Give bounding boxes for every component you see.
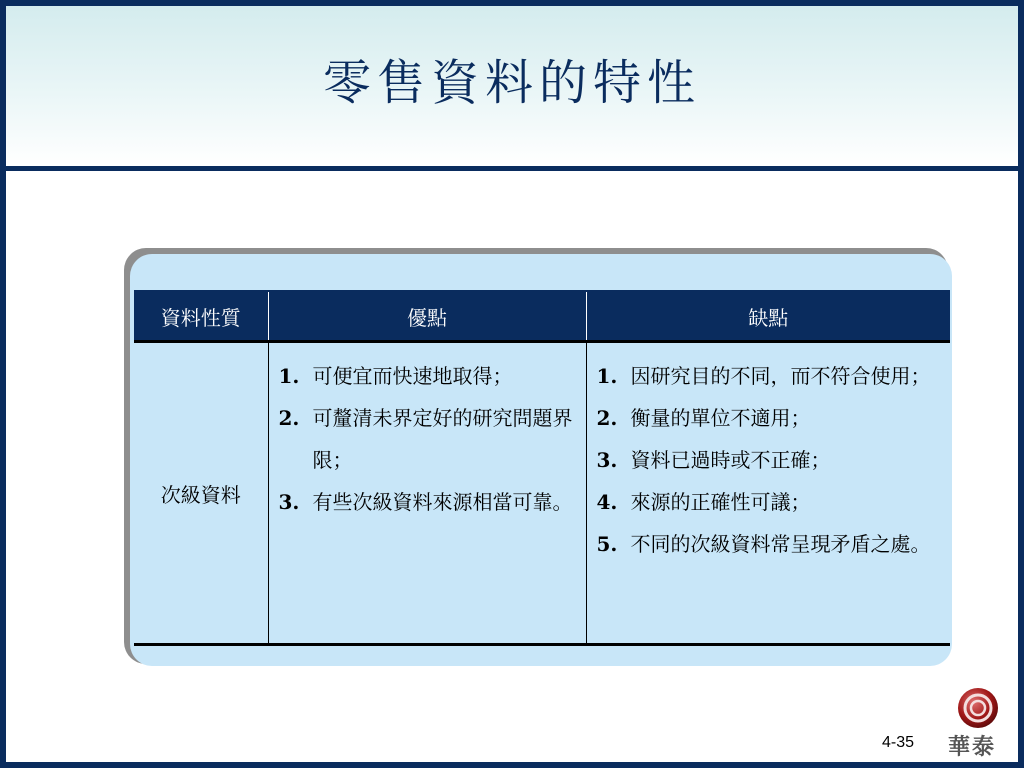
list-number: 1. [596,364,618,388]
list-item [597,397,947,439]
header-data-type: 資料性質 [134,291,268,342]
list-item [279,481,582,523]
list-text: 不同的次級資料常呈現矛盾之處。 [630,532,931,556]
table-row [134,342,950,645]
list-number: 3. [278,490,300,514]
table-panel [130,254,952,666]
list-item [597,439,947,481]
list-number: 4. [596,490,618,514]
list-item [279,397,582,481]
list-text: 可釐清未界定好的研究問題界限； [312,406,573,472]
title-band [6,6,1018,171]
list-text: 資料已過時或不正確； [630,448,831,472]
list-text: 有些次級資料來源相當可靠。 [312,490,573,514]
list-text: 因研究目的不同，而不符合使用； [630,364,931,388]
header-disadvantages: 缺點 [586,291,950,342]
list-number: 5. [596,532,618,556]
list-item [597,355,947,397]
disadvantages-list [587,343,951,565]
list-item [597,481,947,523]
cell-advantages [268,342,586,645]
list-number: 2. [278,406,300,430]
publisher-logo-icon [956,686,1000,730]
list-item [597,523,947,565]
publisher-logo-text: 華泰 [948,734,997,760]
list-item [279,355,582,397]
table-header-row [134,291,950,342]
list-number: 2. [596,406,618,430]
list-text: 來源的正確性可議； [630,490,811,514]
cell-disadvantages [586,342,950,645]
list-text: 可便宜而快速地取得； [312,364,513,388]
cell-data-type: 次級資料 [134,342,268,645]
comparison-table [134,290,950,646]
advantages-list [269,343,586,523]
list-number: 3. [596,448,618,472]
page-number: 4-35 [882,734,915,751]
list-text: 衡量的單位不適用； [630,406,811,430]
list-number: 1. [278,364,300,388]
slide-title: 零售資料的特性 [322,54,701,111]
header-advantages: 優點 [268,291,586,342]
